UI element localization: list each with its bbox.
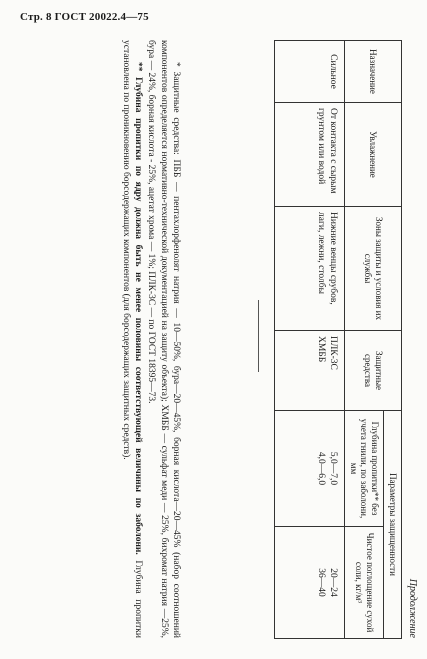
header-appointment: Назначение [344,41,401,103]
footnote-depth [119,40,144,638]
header-agents: Защитные средства [344,331,401,411]
cell-appointment: Сильное [275,41,345,103]
footnote-depth-rest: Глубина пропитки установлена по проникновению борсодержащих компонентов (для борсодержащих защитных средств). [120,40,143,638]
depth-value: 5,0—7,0 [327,451,338,486]
protection-table [274,40,402,639]
rotated-content [23,40,418,640]
cell-zones: Нижние венцы срубов, лаги, лежни, столбы [275,207,345,331]
agent-item: ПЛК-3С [327,336,338,370]
header-moisture: Увлажнение [344,103,401,207]
continuation-label: Продолжение [407,578,418,638]
absorption-value: 36—40 [316,568,327,597]
depth-value: 4,0—6,0 [316,451,327,486]
header-absorption: Чистое поглощение сухой соли, кг/м³ [344,527,383,639]
absorption-value: 20—24 [327,568,338,597]
footnotes [118,40,182,638]
margin-mark [258,300,259,372]
footnote-agents: * Защитные средства: ПББ — пентахлорфенолят натрия — 10—50%, бура—20—45%, борная кислота—20—45% (набор соотношений компонентов определяется нормативно-технической документацией на защиту объекта); ХМББ — сульфат меди — 25%, бихромат натрия —25%, бура — 24%, борная кислота - 25%, ацетат хрома — 1%; ПЛК-3С — по ГОСТ 18395—73. [146,40,181,638]
header-zones: Зоны защиты и условия их службы [344,207,401,331]
cell-absorption [275,527,345,639]
cell-depth [275,411,345,527]
agent-item: ХМББ [316,336,327,363]
footnote-depth-bold: ** Глубина пропитки по ядру должна быть не менее половины соответствующей величины по заболони. [132,62,143,555]
header-params-group: Параметры защищенности [384,411,402,639]
cell-agents [275,331,345,411]
cell-moisture: От контакта с сырым грунтом или водой [275,103,345,207]
table-row [275,41,345,639]
header-depth: Глубина пропитки** без учета гнили, по заболони, мм [344,411,383,527]
page-header: Стр. 8 ГОСТ 20022.4—75 [20,11,149,23]
